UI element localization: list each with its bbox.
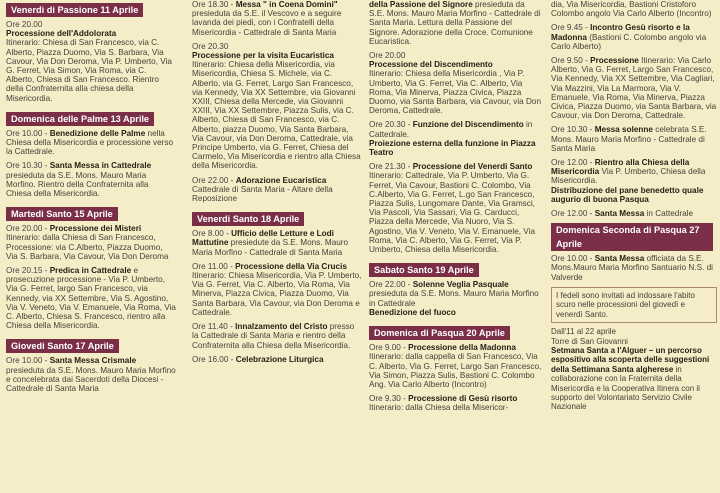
event-time: Ore 20.30 - bbox=[369, 120, 413, 130]
event-time: Ore 9.45 - bbox=[551, 23, 591, 33]
day-header: Venerdi Santo 18 Aprile bbox=[192, 212, 304, 226]
event-description: presieduta da S.E. Mons. Mauro Maria Morfino - Cattedrale di Santa Maria. Lettura della Passione del Signore. Adorazione della Croce. Comunione Eucaristica. bbox=[369, 0, 541, 46]
day-header: Domenica di Pasqua 20 Aprile bbox=[369, 326, 510, 340]
event-description: Itinerario: Via Carlo Alberto, Via G. Ferret, Largo San Francesco, Via Kennedy, Via XX Settembre, Via Cagliari, Via Mazzini, Via La Marmora, Via V. Emanuele, Via Roma, Via Minerva, Piazza Civica, Piazza Duomo, via Santa Barbara, via Cavour, via Don Deroma, Cattedrale. bbox=[551, 56, 717, 121]
event-entry bbox=[369, 343, 542, 389]
event-title: Messa solenne bbox=[594, 125, 653, 135]
event-entry bbox=[6, 161, 176, 198]
event-time: Ore 16.00 - bbox=[192, 354, 236, 364]
event-title: Adorazione Eucaristica bbox=[235, 175, 327, 185]
schedule-day bbox=[6, 335, 176, 393]
event-entry bbox=[6, 356, 176, 393]
day-header: Martedi Santo 15 Aprile bbox=[6, 207, 118, 221]
event-title: Processione di Gesù risorto bbox=[408, 394, 518, 404]
event-time: Ore 9.00 - bbox=[369, 343, 409, 353]
schedule-day bbox=[551, 0, 717, 218]
event-entry bbox=[6, 129, 176, 157]
event-extra: Benedizione del fuoco bbox=[369, 307, 456, 317]
event-description: Itinerario: Chiesa Misericordia, Via P. Umberto, Via G. Ferret, Via C. Alberto, Via Roma, Via Minerva, Piazza Civica, Piazza Duomo, Via Santa Barbara, Via Cavour, via Don Deroma e Cattedrale. bbox=[192, 271, 362, 317]
event-time: Ore 20.15 - bbox=[6, 266, 50, 276]
event-description: presiedute da S.E. Mons. Mauro Maria Morfino - Cattedrale di Santa Maria bbox=[192, 238, 349, 257]
event-description: Itinerario: Chiesa della Misericordia, via Misericordia, Chiesa S. Michele, via C. Alberto, via G. Ferret, Largo San Francesco, via Kennedy, Via XX Settembre, via Giovanni XXIII, Chiesa della Mercede, via Giovanni XXIII, Via XX Settembre, Piazza Sulis, via C. Alberto, Chiesa di San Francesco, via C. Alberto, piazza Duomo, Via Santa Barbara, Via Cavour, via Don Deroma, Cattedrale, via Principe Umberto, via G. Ferret, Chiesa del Carmelo, Via Misericordia e rientro alla Chiesa della Misericordia. bbox=[192, 60, 361, 171]
event-time: Ore 12.00 - bbox=[551, 209, 595, 219]
event-title: Solenne Veglia Pasquale bbox=[412, 280, 509, 290]
event-description: celebrata S.E. Mons. Mauro Maria Morfino - Cattedrale di Santa Maria bbox=[551, 125, 707, 153]
event-time: Ore 10.00 - bbox=[6, 128, 50, 138]
event-description: presieduta da S.E. il Vescovo e a seguire lavanda dei piedi, con i Confratelli della Misericordia - Cattedrale di Santa Maria bbox=[192, 9, 342, 37]
event-time: Ore 20.00 bbox=[369, 51, 406, 61]
event-description: (Bastioni C. Colombo angolo via Carlo Alberto) bbox=[551, 32, 707, 51]
event-description: e prosecuzione processione - Via P. Umberto, Via G. Ferret, largo San Francesco, via Kennedy, via XX Settembre, Via S. Agostino, Via V. Veneto, Via V. Emanuele, Via Roma, Via C. Alberto, Chiesa S. Francesco, rientro alla Chiesa della Misericordia. bbox=[6, 266, 176, 331]
event-time: Ore 10.30 - bbox=[551, 125, 595, 135]
event-title: Santa Messa Crismale bbox=[49, 356, 137, 366]
event-entry bbox=[192, 229, 362, 257]
event-title: Processione della Via Crucis bbox=[235, 261, 347, 271]
schedule-day bbox=[6, 203, 176, 330]
event-entry bbox=[551, 56, 717, 120]
day-header: Giovedi Santo 17 Aprile bbox=[6, 339, 119, 353]
schedule-day bbox=[551, 223, 717, 282]
event-time: Ore 22.00 - bbox=[369, 280, 413, 290]
event-description: presso la Cattedrale di Santa Maria e rientro della Confraternita alla Chiesa della Misericordia. bbox=[192, 322, 355, 350]
exhibition-note bbox=[551, 327, 717, 412]
event-title: Santa Messa bbox=[594, 209, 645, 219]
event-title: Processione dell'Addolorata bbox=[6, 29, 117, 39]
event-title: Incontro Gesù risorto e la Madonna bbox=[551, 23, 690, 42]
event-time: Ore 8.00 - bbox=[192, 229, 232, 239]
event-title: Benedizione delle Palme bbox=[49, 128, 146, 138]
event-description: Via P. Umberto, Chiesa della Misericordia. bbox=[551, 167, 706, 186]
event-entry bbox=[192, 0, 362, 37]
event-title: Ufficio delle Letture e Lodi Mattutine bbox=[192, 229, 334, 248]
event-description: Itinerario: Cattedrale, Via P. Umberto, Via G. Ferret, Via Cavour, Bastioni C. Colombo, Via C.Alberto, Via G. Ferret, L.go San Francesco, Piazza Sulis, Lungomare Dante, Via Gramsci, Via Pascoli, Via Sassari, Via G. Carducci, Piazza della Mercede, Via Nuoro, Via S. Agostino, Via V. Veneto, Via V. Emanuele, Via Roma, Via C. Alberto, Via G. Ferret, Via P. Umberto, Chiesa della Misericordia. bbox=[369, 171, 535, 255]
event-time: Ore 20.00 bbox=[6, 20, 43, 29]
event-extra: Distribuzione del pane benedetto quale augurio di buona Pasqua bbox=[551, 185, 704, 204]
event-title: Processione dei Misteri bbox=[49, 224, 142, 234]
event-time: Ore 21.30 - bbox=[369, 162, 413, 172]
exhibition-dates: Dall'11 al 22 aprile bbox=[551, 327, 616, 337]
schedule-day bbox=[6, 0, 176, 103]
event-title: Santa Messa in Cattedrale bbox=[49, 161, 152, 171]
event-description: in Cattedrale bbox=[646, 209, 694, 219]
exhibition-place: Torre di San Giovanni bbox=[551, 336, 628, 346]
event-entry bbox=[551, 158, 717, 204]
event-time: Ore 20.00 - bbox=[6, 224, 50, 234]
event-time: Ore 10.30 - bbox=[6, 161, 50, 171]
column-3 bbox=[369, 0, 542, 493]
event-extra: Proiezione esterna della funzione in Piazza Teatro bbox=[369, 138, 536, 158]
event-title: della Passione del Signore bbox=[369, 0, 473, 9]
schedule-day bbox=[192, 0, 362, 203]
event-description: Cattedrale di Santa Maria - Altare della Reposizione bbox=[192, 184, 333, 204]
column-2 bbox=[192, 0, 362, 493]
event-description: Itinerario: dalla Chiesa della Misericor- bbox=[369, 403, 509, 413]
event-title: Rientro alla Chiesa della Misericordia bbox=[551, 158, 690, 177]
event-entry bbox=[192, 355, 362, 364]
event-description: Itinerario: Chiesa di San Francesco, via C. Alberto, Piazza Duomo, Via S. Barbara, Via Cavour, Via Don Deroma, Via P. Umberto, Via G. Ferret, Via Simon, Via Roma, via C. Alberto, Chiesa di San Francesco. Rientro della Confraternita alla chiesa della Misericordia. bbox=[6, 38, 172, 103]
schedule-day bbox=[6, 108, 176, 198]
event-description: dia, Via Misericordia, Bastioni Cristoforo Colombo angolo Via Carlo Alberto (Incontro) bbox=[551, 0, 712, 19]
event-description: presieduta da S.E. Mons. Mauro Maria Morfino. Rientro della Confraternita alla Chiesa della Misericordia. bbox=[6, 170, 149, 199]
event-entry bbox=[551, 23, 717, 51]
event-entry bbox=[192, 176, 362, 204]
event-entry bbox=[551, 125, 717, 153]
event-entry bbox=[6, 20, 176, 103]
day-header: Domenica delle Palme 13 Aprile bbox=[6, 112, 154, 126]
event-entry bbox=[6, 266, 176, 330]
event-description: Itinerario: Chiesa della Misericordia , Via P. Umberto, Via G. Ferret, Via C. Alberto, Via Roma, Via Minerva, Piazza Civica, Piazza Duomo, via Santa Barbara, via Cavour, via Don Deroma, Cattedrale. bbox=[369, 69, 542, 116]
schedule-day bbox=[369, 259, 542, 317]
exhibition-title: Setmana Santa a l'Alguer – un percorso espositivo alla scoperta delle suggestioni della Settimana Santa algherese bbox=[551, 345, 710, 374]
event-entry bbox=[369, 51, 542, 115]
schedule-day bbox=[369, 0, 542, 254]
column-1 bbox=[6, 0, 176, 493]
event-description: presieduta da S.E. Mons. Mauro Maria Morfino in Cattedrale bbox=[369, 289, 539, 308]
event-description: presieduta da S.E. Mons. Mauro Maria Morfino e concelebrata dai Sacerdoti della Diocesi - Cattedrale di Santa Maria bbox=[6, 365, 176, 394]
event-title: Celebrazione Liturgica bbox=[235, 354, 324, 364]
event-description: Itinerario: dalla Chiesa di San Francesco, Processione: via C.Alberto, Piazza Duomo, Via S. Barbara, Via Cavour, Via Don Deroma bbox=[6, 233, 169, 261]
event-title: Funzione del Discendimento bbox=[412, 120, 524, 130]
event-time: Ore 11.00 - bbox=[192, 261, 236, 271]
exhibition-text: in collaborazione con la Fraternita della Misericordia e la Cooperativa Itinera con il supporto del Volontariato Servizio Civile Nazionale bbox=[551, 364, 700, 412]
event-time: Ore 10.00 - bbox=[6, 356, 50, 366]
day-header: Domenica Seconda di Pasqua 27 Aprile bbox=[551, 223, 713, 251]
event-title: Processione del Discendimento bbox=[369, 60, 493, 70]
event-title: Predica in Cattedrale bbox=[49, 266, 132, 276]
event-description: in Cattedrale. bbox=[369, 120, 533, 139]
event-time: Ore 11.40 - bbox=[192, 322, 236, 332]
day-header: Venerdì di Passione 11 Aprile bbox=[6, 3, 143, 17]
schedule-day bbox=[369, 322, 542, 412]
event-time: Ore 22.00 - bbox=[192, 175, 236, 185]
event-entry bbox=[369, 120, 542, 157]
event-description: nella Chiesa della Misericordia e processione verso la Cattedrale. bbox=[6, 128, 174, 157]
event-entry bbox=[369, 0, 542, 46]
event-entry bbox=[192, 262, 362, 317]
column-4-events bbox=[551, 0, 717, 282]
event-entry bbox=[192, 322, 362, 350]
event-title: Santa Messa bbox=[594, 254, 645, 264]
event-title: Processione per la visita Eucaristica bbox=[192, 51, 334, 61]
event-time: Ore 18.30 - bbox=[192, 0, 236, 9]
event-time: Ore 9.50 - bbox=[551, 56, 591, 66]
event-entry bbox=[551, 209, 717, 218]
day-header: Sabato Santo 19 Aprile bbox=[369, 263, 479, 277]
column-4 bbox=[551, 0, 717, 493]
event-time: Ore 12.00 - bbox=[551, 158, 595, 168]
event-entry bbox=[551, 254, 717, 282]
event-time: Ore 20.30 bbox=[192, 41, 229, 51]
event-entry bbox=[6, 224, 176, 261]
event-entry bbox=[551, 0, 717, 18]
event-title: Processione bbox=[590, 56, 639, 66]
event-entry bbox=[369, 394, 542, 412]
event-time: Ore 9.30 - bbox=[369, 394, 409, 404]
event-title: Processione del Venerdi Santo bbox=[412, 162, 533, 172]
event-title: Processione della Madonna bbox=[408, 343, 516, 353]
event-description: officiata da S.E. Mons.Mauro Maria Morfino Santuario N.S. di Valverde bbox=[551, 254, 713, 282]
event-title: Innalzamento del Cristo bbox=[235, 322, 328, 332]
event-description: Itinerario: dalla cappella di San Francesco, Via C. Alberto, Via G. Ferret, Largo San Francesco, Via Simon, Piazza Sulis, Bastioni C. Colombo Ang. Via Carlo Alberto (Incontro) bbox=[369, 352, 542, 389]
event-entry bbox=[192, 42, 362, 171]
event-title: Messa " in Coena Domini" bbox=[235, 0, 338, 9]
dress-code-note: I fedeli sono invitati ad indossare l'abito scuro nelle processioni del giovedì e venerdì Santo. bbox=[551, 287, 717, 323]
schedule-day bbox=[192, 208, 362, 364]
event-time: Ore 10.00 - bbox=[551, 254, 595, 264]
event-entry bbox=[369, 162, 542, 254]
event-entry bbox=[369, 280, 542, 317]
